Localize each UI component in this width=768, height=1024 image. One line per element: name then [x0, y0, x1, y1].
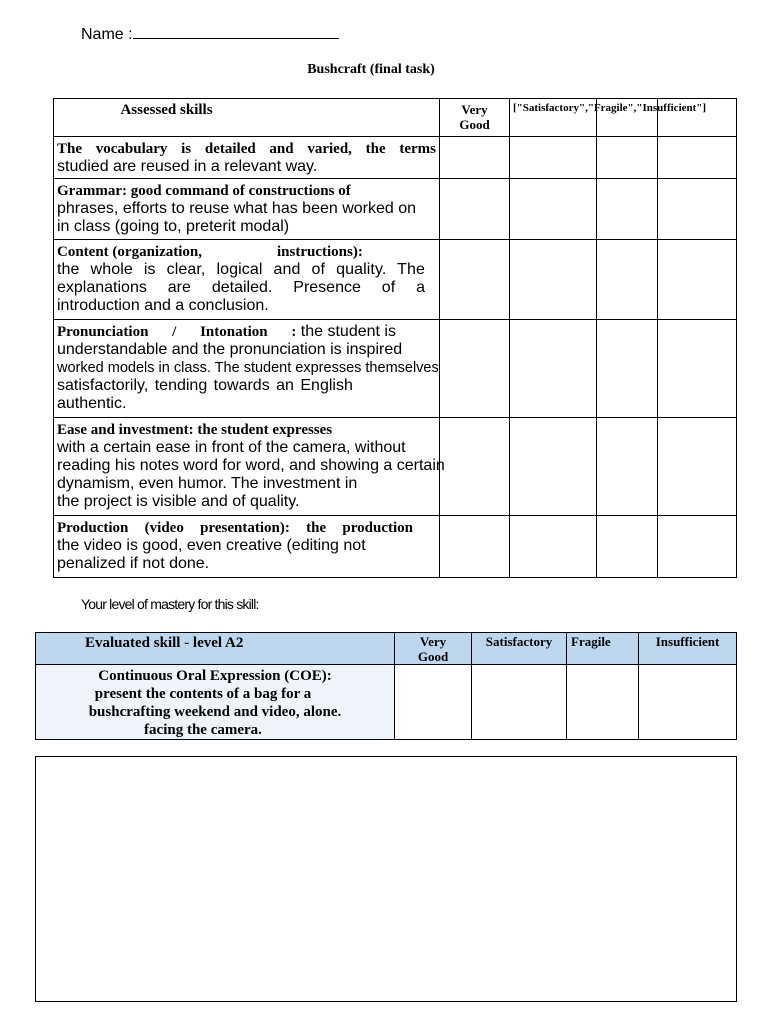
skill-description: reading his notes word for word, and showing a certain: [57, 457, 445, 474]
rating-cell[interactable]: [395, 665, 472, 740]
rating-cell[interactable]: [440, 179, 510, 240]
rating-cell[interactable]: [658, 418, 737, 516]
rating-cell[interactable]: [510, 516, 597, 578]
mastery-label: Your level of mastery for this skill:: [81, 596, 259, 612]
skill-title: Production (video presentation): the production: [57, 520, 413, 536]
skill-description: with a certain ease in front of the camera, without: [57, 439, 406, 456]
name-field: [81, 24, 339, 44]
name-blank-line[interactable]: [133, 24, 339, 39]
skill-description-cell: [54, 320, 440, 418]
evaluated-skill-row: [36, 665, 737, 740]
evaluated-skill-header: Evaluated skill - level A2: [36, 633, 395, 665]
rating-cell[interactable]: [510, 320, 597, 418]
rating-cell[interactable]: [510, 240, 597, 320]
skill-description: phrases, efforts to reuse what has been worked on: [57, 200, 417, 217]
skill-description-cell: [54, 240, 440, 320]
rating-cell[interactable]: [658, 516, 737, 578]
rating-cell[interactable]: [597, 240, 658, 320]
rating-cell[interactable]: [597, 137, 658, 179]
skill-description: the whole is clear, logical and of quality. The: [57, 261, 425, 278]
skill-row: [54, 137, 737, 179]
skill-description: satisfactorily, tending towards an English: [57, 377, 353, 394]
other-levels-header-label: ["Satisfactory","Fragile","Insufficient"]: [513, 102, 707, 114]
coe-line: bushcrafting weekend and video, alone.: [88, 704, 342, 720]
rating-cell[interactable]: [440, 320, 510, 418]
skill-description: introduction and a conclusion.: [57, 297, 269, 314]
rating-cell[interactable]: [440, 137, 510, 179]
rating-cell[interactable]: [658, 320, 737, 418]
skill-title: Content (organization, instructions):: [57, 244, 363, 260]
very-good-header-label: Very Good: [417, 634, 449, 664]
assessed-skills-header: [54, 99, 440, 137]
insufficient-header: Insufficient: [639, 633, 737, 665]
skill-description: in class (going to, preterit modal): [57, 218, 290, 235]
rating-cell[interactable]: [510, 179, 597, 240]
name-label: Name :: [81, 26, 133, 43]
very-good-header: [440, 99, 510, 137]
skill-title: Pronunciation / Intonation :: [57, 324, 297, 340]
rating-cell[interactable]: [510, 137, 597, 179]
evaluated-skill-table: [35, 632, 737, 740]
rating-cell[interactable]: [440, 418, 510, 516]
skill-description: the video is good, even creative (editing not: [57, 537, 366, 554]
skill-description: worked models in class. The student expresses themselves: [57, 360, 439, 376]
skill-description-cell: [54, 516, 440, 578]
rating-cell[interactable]: [597, 320, 658, 418]
assessed-skills-table: [53, 98, 737, 578]
skill-description: dynamism, even humor. The investment in: [57, 475, 358, 492]
skill-description: penalized if not done.: [57, 555, 210, 572]
rating-cell[interactable]: [597, 418, 658, 516]
very-good-header-label: Very Good: [459, 102, 490, 132]
skill-description: explanations are detailed. Presence of a: [57, 279, 425, 296]
skill-description-cell: [54, 179, 440, 240]
rating-cell[interactable]: [440, 516, 510, 578]
rating-cell[interactable]: [440, 240, 510, 320]
document-title: Bushcraft (final task): [307, 62, 435, 77]
rating-cell[interactable]: [597, 179, 658, 240]
rating-cell[interactable]: [658, 179, 737, 240]
satisfactory-header: Satisfactory: [472, 633, 567, 665]
rating-cell[interactable]: [658, 240, 737, 320]
very-good-header: [395, 633, 472, 665]
skill-description-cell: [54, 137, 440, 179]
skill-description: understandable and the pronunciation is inspired: [57, 341, 403, 358]
comments-box[interactable]: [35, 756, 737, 1002]
header-divider-1: [596, 99, 597, 136]
skill-description: authentic.: [57, 395, 127, 412]
skill-description-cell: [54, 418, 445, 516]
skill-row: [54, 516, 737, 578]
skill-description: studied are reused in a relevant way.: [57, 158, 318, 175]
other-levels-header: [510, 99, 737, 137]
skill-row: [54, 240, 737, 320]
rating-cell[interactable]: [639, 665, 737, 740]
skill-title: Grammar: good command of constructions of: [57, 183, 351, 199]
skill-row: [54, 320, 737, 418]
coe-line: facing the camera.: [144, 722, 262, 738]
skill-description: the project is visible and of quality.: [57, 493, 300, 510]
rating-cell[interactable]: [597, 516, 658, 578]
skill-title-line: [57, 323, 436, 341]
skill-row: [54, 418, 737, 516]
coe-line: Continuous Oral Expression (COE):: [98, 668, 332, 684]
assessed-skills-header-label: Assessed skills: [120, 102, 213, 118]
rating-cell[interactable]: [658, 137, 737, 179]
fragile-header: Fragile: [567, 633, 639, 665]
skill-title: Ease and investment: the student expresses: [57, 422, 333, 438]
skill-title-tail: the student is: [296, 323, 396, 340]
header-divider-2: [657, 99, 658, 136]
skill-row: [54, 179, 737, 240]
rating-cell[interactable]: [472, 665, 567, 740]
coe-line: present the contents of a bag for a: [94, 686, 312, 702]
coe-description-cell: [36, 665, 395, 740]
rating-cell[interactable]: [567, 665, 639, 740]
skill-title: The vocabulary is detailed and varied, the terms: [57, 141, 436, 157]
rating-cell[interactable]: [510, 418, 597, 516]
